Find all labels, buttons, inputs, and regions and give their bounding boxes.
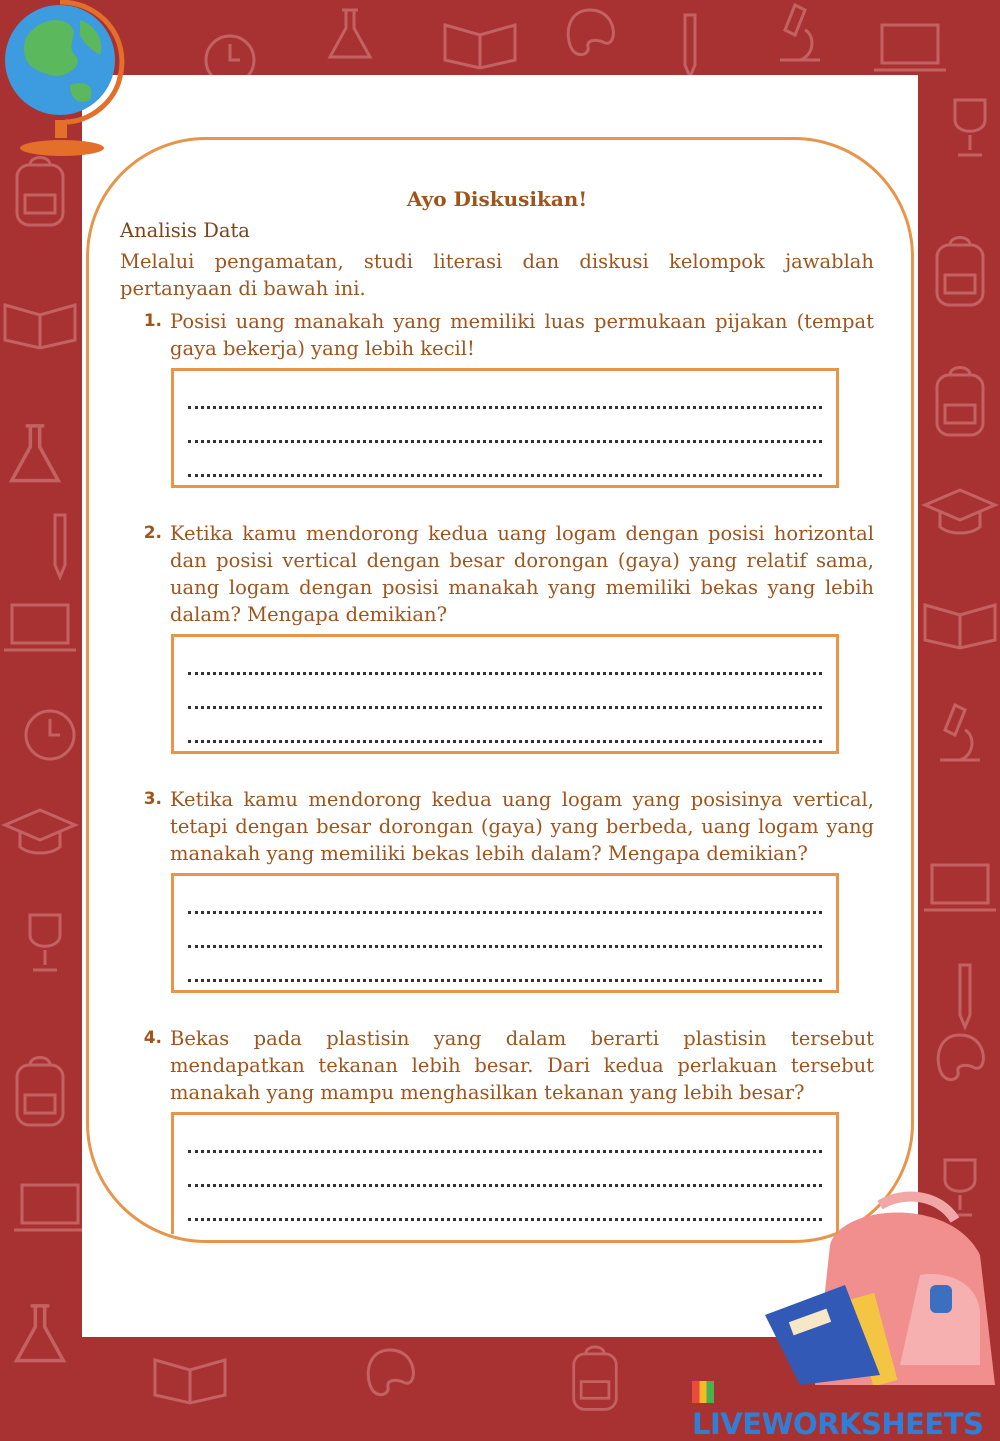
microscope-icon	[770, 0, 830, 70]
question-4	[120, 1025, 874, 1234]
answer-line[interactable]	[188, 1153, 822, 1187]
section-subtitle: Analisis Data	[120, 219, 250, 242]
answer-box-4[interactable]	[171, 1112, 839, 1234]
pen-icon	[40, 510, 80, 580]
backpack-icon	[5, 1050, 75, 1130]
book-icon	[440, 10, 520, 70]
question-3	[120, 786, 874, 993]
laptop-icon	[870, 20, 950, 80]
answer-line[interactable]	[188, 675, 822, 709]
answer-box-3[interactable]	[171, 873, 839, 993]
question-text: Bekas pada plastisin yang dalam berarti plastisin tersebut mendapatkan tekanan lebih besar. Dari kedua perlakuan tersebut manakah yang mampu menghasilkan tekanan yang lebih besar?	[170, 1027, 874, 1104]
answer-line[interactable]	[188, 409, 822, 443]
graduation-cap-icon	[920, 480, 1000, 550]
backpack-icon	[560, 1340, 630, 1414]
answer-line[interactable]	[188, 890, 822, 914]
question-number: 1.	[143, 311, 162, 331]
laptop-icon	[0, 600, 80, 660]
pen-icon	[670, 10, 710, 80]
answer-line[interactable]	[188, 948, 822, 982]
answer-line[interactable]	[188, 709, 822, 743]
book-icon	[920, 590, 1000, 650]
answer-line[interactable]	[188, 385, 822, 409]
instructions: Melalui pengamatan, studi literasi dan diskusi kelompok jawablah pertanyaan di bawah ini.	[120, 250, 874, 300]
logo-mark-icon	[692, 1381, 714, 1403]
logo-text: LIVEWORKSHEETS	[692, 1407, 984, 1441]
backpack-icon	[925, 360, 995, 440]
clock-icon	[20, 705, 80, 765]
answer-line[interactable]	[188, 914, 822, 948]
question-number: 4.	[143, 1028, 162, 1048]
question-text: Posisi uang manakah yang memiliki luas permukaan pijakan (tempat gaya bekerja) yang lebih kecil!	[170, 310, 874, 360]
answer-box-2[interactable]	[171, 634, 839, 754]
question-text: Ketika kamu mendorong kedua uang logam yang posisinya vertical, tetapi dengan besar dorongan (gaya) yang berbeda, uang logam yang manakah yang memiliki bekas lebih dalam? Mengapa demikian?	[170, 788, 874, 865]
answer-line[interactable]	[188, 651, 822, 675]
laptop-icon	[920, 860, 1000, 920]
palette-icon	[360, 1345, 420, 1405]
question-number: 3.	[143, 789, 162, 809]
flask-icon	[0, 420, 70, 490]
page-title: Ayo Diskusikan!	[406, 187, 588, 211]
trophy-icon	[940, 90, 1000, 170]
trophy-icon	[15, 905, 75, 985]
answer-line[interactable]	[188, 1187, 822, 1221]
liveworksheets-logo[interactable]	[692, 1373, 1000, 1441]
worksheet-content	[120, 186, 874, 1234]
laptop-icon	[10, 1180, 90, 1240]
flask-icon	[5, 1300, 75, 1370]
question-text: Ketika kamu mendorong kedua uang logam dengan posisi horizontal dan posisi vertical dengan besar dorongan (gaya) yang relatif sama, uang logam dengan posisi manakah yang memiliki bekas yang lebih dalam? Mengapa demikian?	[170, 522, 874, 626]
graduation-cap-icon	[0, 800, 80, 870]
answer-line[interactable]	[188, 443, 822, 477]
answer-box-1[interactable]	[171, 368, 839, 488]
backpack-icon	[925, 230, 995, 310]
book-icon	[0, 290, 80, 350]
flask-icon	[320, 5, 380, 65]
palette-icon	[560, 5, 620, 65]
question-number: 2.	[143, 523, 162, 543]
question-2	[120, 520, 874, 754]
answer-line[interactable]	[188, 1129, 822, 1153]
question-1	[120, 308, 874, 488]
globe-icon	[0, 0, 130, 160]
microscope-icon	[930, 700, 990, 770]
palette-icon	[930, 1030, 990, 1090]
book-icon	[150, 1345, 230, 1405]
backpack-icon	[5, 150, 75, 230]
pen-icon	[945, 960, 985, 1030]
